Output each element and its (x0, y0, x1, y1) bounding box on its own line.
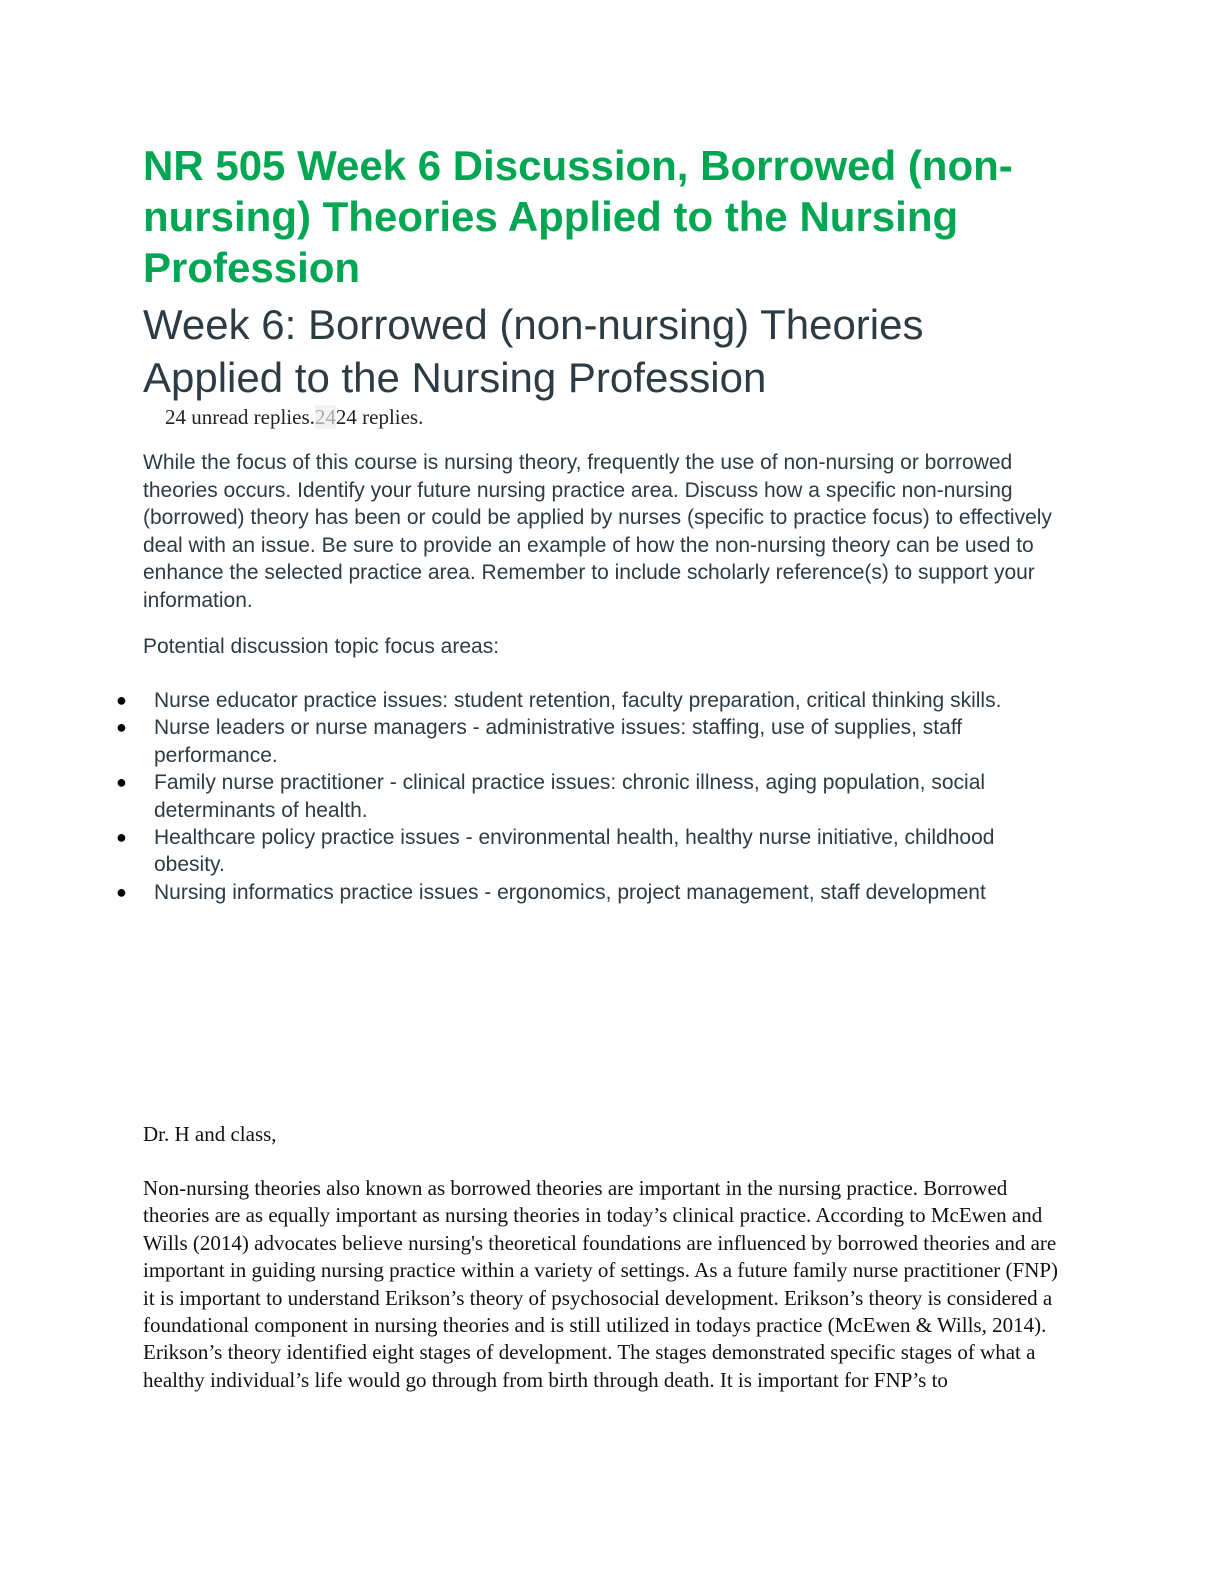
bullet-icon: ● (116, 690, 127, 710)
bullet-icon: ● (116, 881, 127, 902)
discussion-title: Week 6: Borrowed (non-nursing) Theories Applied to the Nursing Profession (143, 301, 924, 401)
list-item-text: Nurse leaders or nurse managers - administrative issues: staffing, use of supplies, staff performance. (154, 716, 963, 767)
response-greeting: Dr. H and class, (143, 1122, 277, 1146)
list-item-text: Nurse educator practice issues: student retention, faculty preparation, critical thinking skills. (154, 689, 1002, 712)
replies-count (165, 404, 1073, 430)
focus-areas-label: Potential discussion topic focus areas: (143, 635, 500, 658)
list-item-text: Family nurse practitioner - clinical practice issues: chronic illness, aging population, social determinants of health. (154, 771, 986, 822)
bullet-icon: ● (116, 717, 127, 738)
list-item (116, 879, 1063, 906)
response-body: Non-nursing theories also known as borrowed theories are important in the nursing practice. Borrowed theories are as equally important as nursing theories in today’s clinical practice. According to McEwen and Wills (2014) advocates believe nursing's theoretical foundations are influenced by borrowed theories and are important in guiding nursing practice within a variety of settings. As a future family nurse practitioner (FNP) it is important to understand Erikson’s theory of psychosocial development. Erikson’s theory is considered a foundational component in nursing theories and is still utilized in todays practice (McEwen & Wills, 2014). Erikson’s theory identified eight stages of development. The stages demonstrated specific stages of what a healthy individual’s life would go through from birth through death. It is important for FNP’s to (143, 1176, 1059, 1392)
list-item-text: Nursing informatics practice issues - ergonomics, project management, staff development (154, 880, 986, 904)
list-item (116, 714, 1063, 769)
list-item (116, 687, 1063, 714)
document-page (116, 140, 1073, 906)
focus-areas-list (116, 687, 1063, 906)
unread-count-badge: 24 (314, 405, 336, 429)
bullet-icon: ● (116, 827, 127, 848)
document-title: NR 505 Week 6 Discussion, Borrowed (non-nursing) Theories Applied to the Nursing Profession (143, 142, 1013, 291)
discussion-prompt: While the focus of this course is nursing theory, frequently the use of non-nursing or borrowed theories occurs. Identify your future nursing practice area. Discuss how a specific non-nursing (borrowed) theory has been or could be applied by nurses (specific to practice focus) to effectively deal with an issue. Be sure to provide an example of how the non-nursing theory can be used to enhance the selected practice area. Remember to include scholarly reference(s) to support your information. (143, 451, 1052, 612)
bullet-icon: ● (116, 772, 127, 793)
unread-replies-text: 24 unread replies. (165, 405, 315, 429)
total-replies-text: 24 replies. (335, 405, 424, 429)
list-item (116, 769, 1063, 824)
list-item (116, 824, 1063, 879)
list-item-text: Healthcare policy practice issues - environmental health, healthy nurse initiative, childhood obesity. (154, 826, 995, 877)
